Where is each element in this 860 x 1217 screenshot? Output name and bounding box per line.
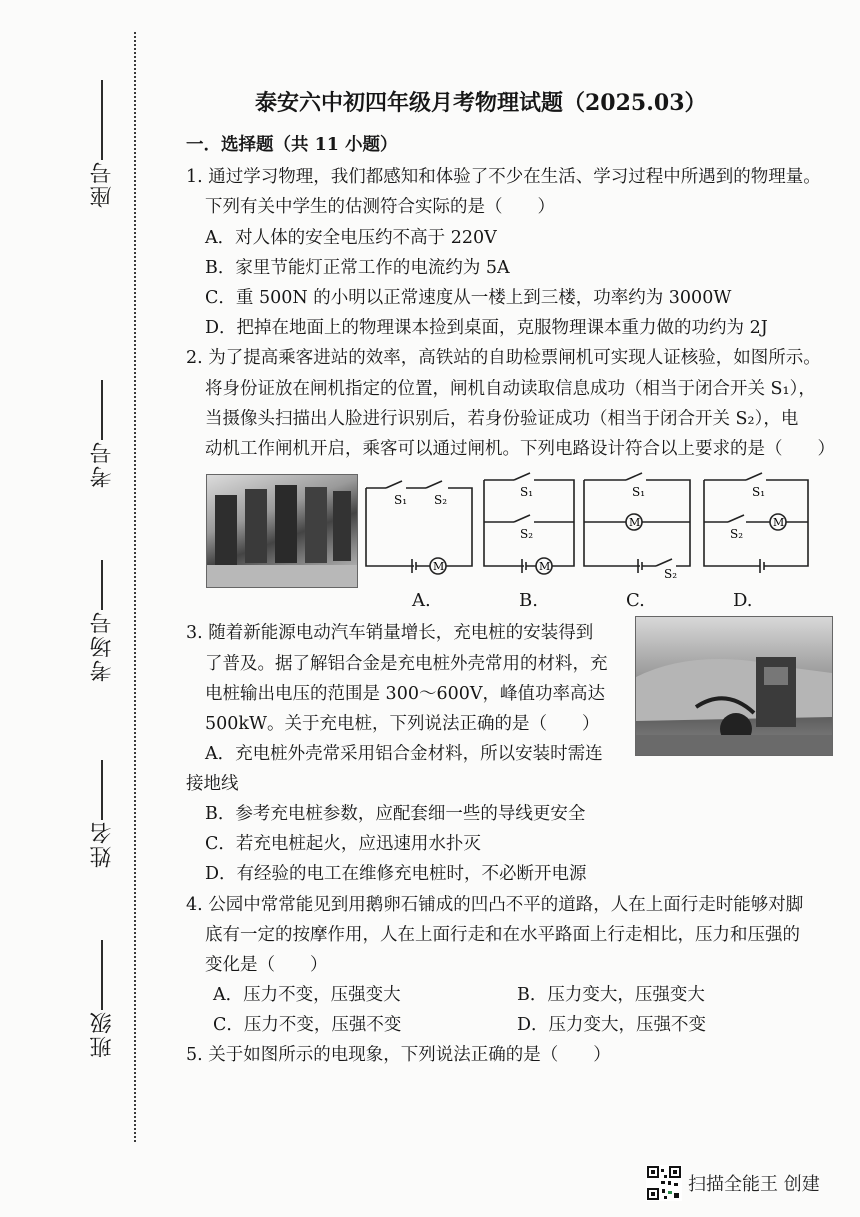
class-blank-line bbox=[101, 940, 103, 1010]
exam-number-field bbox=[82, 380, 122, 488]
circuit-d-s1-label: S₁ bbox=[752, 485, 766, 499]
exam-room-label: 考场号 bbox=[89, 610, 115, 682]
circuit-c-label: C. bbox=[626, 590, 645, 611]
binding-dashed-line bbox=[134, 32, 136, 1142]
q3-line-3: 电桩输出电压的范围是 300～600V，峰值功率高达 bbox=[205, 684, 606, 704]
name-label: 姓名 bbox=[89, 820, 115, 868]
name-field bbox=[82, 760, 122, 868]
circuit-b-motor-label: M bbox=[539, 560, 551, 573]
q3-line-1: 3. 随着新能源电动汽车销量增长，充电桩的安装得到 bbox=[186, 623, 594, 643]
q1-line-2: 下列有关中学生的估测符合实际的是（ ） bbox=[205, 197, 555, 217]
circuit-b-label: B. bbox=[519, 590, 538, 611]
q4-line-2: 底有一定的按摩作用，人在上面行走和在水平路面上行走相比，压力和压强的 bbox=[205, 925, 800, 945]
scanner-watermark bbox=[646, 1165, 820, 1201]
q4-line-1: 4. 公园中常常能见到用鹅卵石铺成的凹凸不平的道路，人在上面行走时能够对脚 bbox=[186, 895, 804, 915]
q4-option-b: B．压力变大，压强变大 bbox=[517, 985, 705, 1005]
q3-line-4: 500kW。关于充电桩，下列说法正确的是（ ） bbox=[205, 714, 600, 734]
q4-line-3: 变化是（ ） bbox=[205, 955, 328, 975]
exam-title: 泰安六中初四年级月考物理试题（2025.03） bbox=[255, 90, 707, 116]
circuit-b bbox=[480, 470, 580, 578]
q3-option-a-cont: 接地线 bbox=[186, 774, 239, 794]
circuit-d-label: D. bbox=[733, 590, 753, 611]
q2-line-2: 将身份证放在闸机指定的位置，闸机自动读取信息成功（相当于闭合开关 S₁）， bbox=[205, 379, 816, 399]
circuit-a-motor-label: M bbox=[433, 560, 445, 573]
q1-line-1: 1. 通过学习物理，我们都感知和体验了不少在生活、学习过程中所遇到的物理量。 bbox=[186, 167, 821, 187]
q2-line-4: 动机工作闸机开启，乘客可以通过闸机。下列电路设计符合以上要求的是（ ） bbox=[205, 439, 835, 459]
seat-blank-line bbox=[101, 80, 103, 160]
circuit-d bbox=[700, 470, 814, 578]
q4-option-c: C．压力不变，压强不变 bbox=[213, 1015, 402, 1035]
qr-code-icon bbox=[646, 1165, 682, 1201]
section-heading: 一．选择题（共 11 小题） bbox=[186, 135, 398, 155]
exam-number-label: 考号 bbox=[89, 440, 115, 488]
class-field bbox=[82, 940, 122, 1058]
q1-option-d: D．把掉在地面上的物理课本捡到桌面，克服物理课本重力做的功约为 2J bbox=[205, 318, 768, 338]
seat-field bbox=[82, 80, 122, 208]
circuit-d-s2-label: S₂ bbox=[730, 527, 744, 541]
circuit-a-s2-label: S₂ bbox=[434, 493, 448, 507]
q1-option-c: C．重 500N 的小明以正常速度从一楼上到三楼，功率约为 3000W bbox=[205, 288, 732, 308]
q2-line-1: 2. 为了提高乘客进站的效率，高铁站的自助检票闸机可实现人证核验，如图所示。 bbox=[186, 348, 821, 368]
exam-room-blank-line bbox=[101, 560, 103, 610]
q3-option-b: B．参考充电桩参数，应配套细一些的导线更安全 bbox=[205, 804, 586, 824]
circuit-a-label: A. bbox=[412, 590, 431, 611]
q3-option-d: D．有经验的电工在维修充电桩时，不必断开电源 bbox=[205, 864, 587, 884]
q1-option-b: B．家里节能灯正常工作的电流约为 5A bbox=[205, 258, 510, 278]
q2-line-3: 当摄像头扫描出人脸进行识别后，若身份验证成功（相当于闭合开关 S₂），电 bbox=[205, 409, 799, 429]
circuit-a-s1-label: S₁ bbox=[394, 493, 408, 507]
q1-option-a: A．对人体的安全电压约不高于 220V bbox=[205, 228, 497, 248]
class-label: 班级 bbox=[89, 1010, 115, 1058]
q4-option-d: D．压力变大，压强不变 bbox=[517, 1015, 707, 1035]
q3-option-c: C．若充电桩起火，应迅速用水扑灭 bbox=[205, 834, 481, 854]
scanner-watermark-text: 扫描全能王 创建 bbox=[688, 1174, 820, 1195]
q4-option-a: A．压力不变，压强变大 bbox=[213, 985, 401, 1005]
circuit-c-s1-label: S₁ bbox=[632, 485, 646, 499]
seat-label: 座号 bbox=[89, 160, 115, 208]
q3-line-2: 了普及。据了解铝合金是充电桩外壳常用的材料，充 bbox=[205, 654, 608, 674]
exam-number-blank-line bbox=[101, 380, 103, 440]
circuit-c-motor-label: M bbox=[629, 516, 641, 529]
ticket-gate-photo bbox=[206, 474, 358, 588]
circuit-a bbox=[364, 478, 476, 578]
circuit-c bbox=[580, 470, 696, 580]
circuit-b-s2-label: S₂ bbox=[520, 527, 534, 541]
q3-option-a: A．充电桩外壳常采用铝合金材料，所以安装时需连 bbox=[205, 744, 603, 764]
charging-station-photo bbox=[635, 616, 833, 756]
circuit-b-s1-label: S₁ bbox=[520, 485, 534, 499]
name-blank-line bbox=[101, 760, 103, 820]
q5-line-1: 5. 关于如图所示的电现象，下列说法正确的是（ ） bbox=[186, 1045, 611, 1065]
circuit-d-motor-label: M bbox=[773, 516, 785, 529]
circuit-c-s2-label: S₂ bbox=[664, 567, 678, 580]
exam-room-field bbox=[82, 560, 122, 682]
